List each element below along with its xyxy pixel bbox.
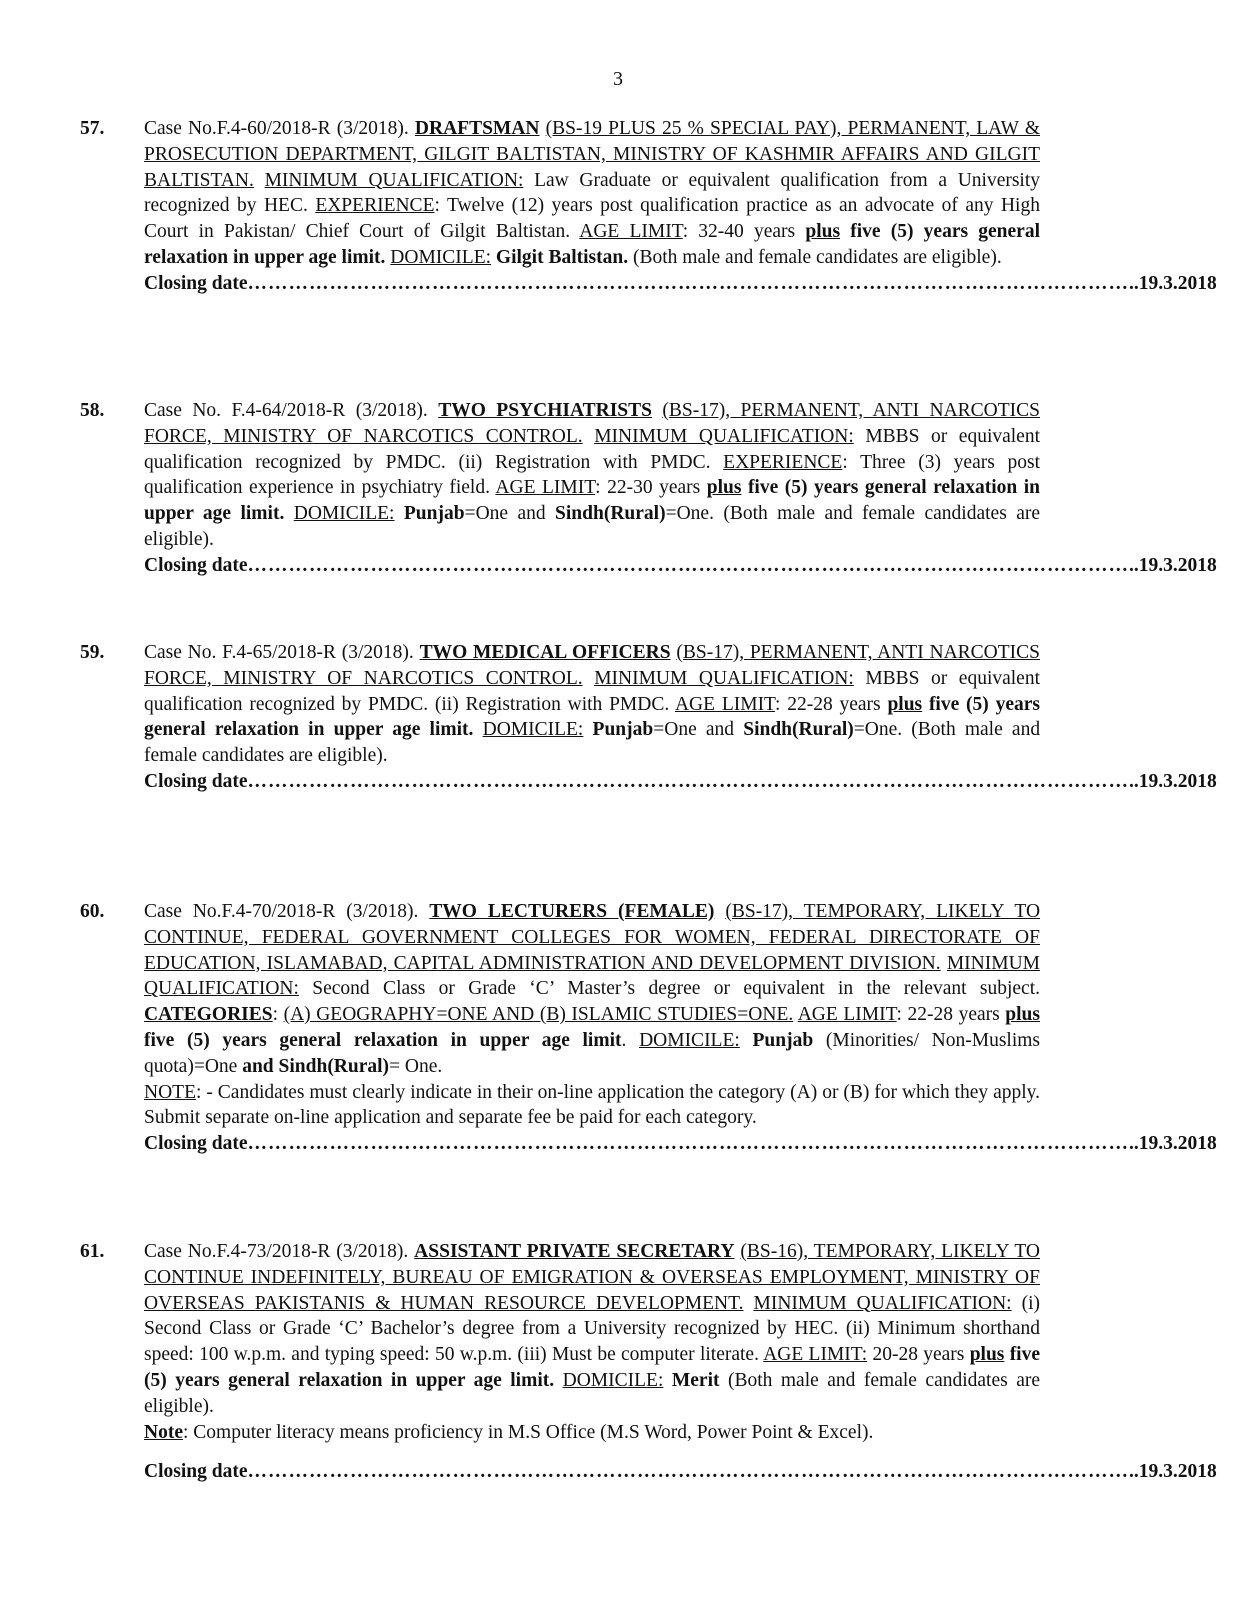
closing-leader: …………………………………………………………………………………………………………………	[247, 1133, 1129, 1155]
domicile-label: DOMICILE:	[390, 246, 492, 268]
case-number: 60.	[80, 901, 105, 922]
case-number: 61.	[80, 1241, 105, 1262]
closing-label: Closing date	[144, 554, 248, 576]
qualification-text: Law Graduate or equivalent qualification from a University recognized by HEC.	[144, 169, 1041, 217]
domicile-sindh: Sindh(Rural)	[555, 503, 666, 525]
post-title: TWO MEDICAL OFFICERS	[419, 642, 671, 663]
closing-date: ..19.3.2018	[1128, 770, 1217, 792]
closing-date-line	[144, 553, 1217, 579]
age-limit-text: : 22-28 years	[775, 693, 881, 715]
qualification-label: MINIMUM QUALIFICATION:	[264, 169, 524, 191]
case-number: 59.	[80, 642, 105, 663]
plus-word: plus	[969, 1344, 1005, 1366]
age-limit-label: AGE LIMIT:	[763, 1344, 868, 1366]
case-body	[144, 398, 1217, 579]
experience-label: EXPERIENCE	[315, 195, 435, 217]
closing-label: Closing date	[144, 1461, 248, 1483]
domicile-label: DOMICILE:	[482, 719, 584, 741]
case-60	[80, 899, 1217, 1157]
relaxation-text: five (5) years general relaxation in upper age limit.	[144, 693, 1040, 741]
qualification-text: MBBS or equivalent qualification recognized by PMDC. (ii) Registration with PMDC.	[144, 425, 1041, 473]
qualification-label: MINIMUM QUALIFICATION:	[144, 952, 1041, 1000]
domicile-label: DOMICILE:	[293, 503, 395, 525]
plus-word: plus	[805, 221, 841, 243]
domicile-punjab: Punjab	[592, 719, 654, 741]
case-no: Case No.F.4-73/2018-R (3/2018).	[144, 1241, 409, 1262]
domicile-value: Merit	[671, 1369, 720, 1391]
age-limit-text: : 22-30 years	[595, 477, 701, 499]
relaxation-text: five (5) years general relaxation in upper age limit.	[144, 221, 1041, 268]
qualification-text: Second Class or Grade ‘C’ Master’s degree or equivalent in the relevant subject.	[312, 978, 1041, 1000]
case-body	[144, 640, 1217, 795]
qualification-text: (i) Second Class or Grade ‘C’ Bachelor’s degree from a University recognized by HEC. (ii) Minimum shorthand speed: 100 w.p.m. and typing speed: 50 w.p.m. (iii) Must be computer literate.	[144, 1292, 1041, 1366]
note-text: : - Candidates must clearly indicate in their on-line application the category (A) or (B) for which they apply. Submit separate on-line application and separate fee be paid for each category.	[144, 1081, 1040, 1129]
case-body: Case No.F.4-70/2018-R (3/2018). TWO LECTURERS (FEMALE) (BS-17), TEMPORARY, LIKELY TO CONTINUE, FEDERAL GOVERNMENT COLLEGES FOR WOMEN, FEDERAL DIRECTORATE OF EDUCATION, ISLAMABAD, CAPITAL ADMINISTRATION AND DEVELOPMENT DIVISION. MINIMUM QUALIFICATION: Second Class or Grade ‘C’ Master’s degree or equivalent in the relevant subject. CATEGORIES: (A) GEOGRAPHY=ONE AND (B) ISLAMIC STUDIES=ONE. AGE LIMIT: 22-28 years plus five (5) years general relaxation in upper age limit. DOMICILE: Punjab (Minorities/ Non-Muslims quota)=One and Sindh(Rural)= One. NOTE: - Candidates must clearly indicate in their on-line application the category (A) or (B) for which they apply. Submit separate on-line application and separate fee be paid for each category. Closing date ………………………………………………………………………………………………………………… ..19.3.2018	[144, 899, 1040, 1157]
qualification-label: MINIMUM QUALIFICATION:	[594, 667, 854, 689]
closing-date: ..19.3.2018	[1128, 1133, 1217, 1155]
age-limit-label: AGE LIMIT	[674, 693, 775, 715]
plus-word: plus	[706, 477, 742, 499]
closing-label: Closing date	[144, 1133, 248, 1155]
case-no: Case No. F.4-64/2018-R (3/2018).	[144, 400, 428, 421]
post-title: DRAFTSMAN	[414, 118, 540, 139]
domicile-punjab-quota: (Minorities/ Non-Muslims quota)=One	[144, 1029, 1041, 1077]
eligibility-text: (Both male and female candidates are eligible).	[144, 1369, 1040, 1417]
closing-date: ..19.3.2018	[1128, 554, 1217, 576]
case-58	[80, 398, 1217, 579]
closing-date-line	[144, 1131, 1217, 1157]
age-limit-label: AGE LIMIT	[797, 1004, 897, 1026]
case-number: 58.	[80, 400, 105, 421]
case-57	[80, 116, 1217, 297]
closing-leader: …………………………………………………………………………………………………………………	[247, 770, 1129, 792]
domicile-punjab: Punjab	[403, 503, 465, 525]
age-limit-label: AGE LIMIT	[495, 477, 596, 499]
case-number: 57.	[80, 118, 105, 139]
qualification-label: MINIMUM QUALIFICATION:	[594, 425, 854, 447]
domicile-label: DOMICILE:	[639, 1029, 740, 1051]
domicile-sindh-count: =One. (Both male and female candidates are eligible).	[144, 719, 1041, 767]
domicile-punjab-count: =One and	[653, 719, 735, 741]
case-no: Case No.F.4-60/2018-R (3/2018).	[144, 118, 409, 139]
case-61	[80, 1239, 1217, 1485]
eligibility-text: (Both male and female candidates are eligible).	[632, 246, 1002, 268]
relaxation-text: five (5) years general relaxation in upper age limit	[144, 1029, 622, 1051]
domicile-sindh: Sindh(Rural)	[278, 1055, 390, 1077]
closing-date: ..19.3.2018	[1128, 1461, 1217, 1483]
experience-text: : Twelve (12) years post qualification practice as an advocate of any High Court in Pakistan/ Chief Court of Gilgit Baltistan.	[144, 195, 1040, 243]
qualification-text: MBBS or equivalent qualification recognized by PMDC. (ii) Registration with PMDC.	[144, 667, 1041, 715]
closing-label: Closing date	[144, 770, 248, 792]
age-limit-label: AGE LIMIT	[579, 221, 683, 243]
qualification-label: MINIMUM QUALIFICATION:	[753, 1292, 1012, 1314]
case-body	[144, 1239, 1217, 1485]
closing-leader: …………………………………………………………………………………………………………………	[247, 272, 1129, 294]
closing-date: ..19.3.2018	[1128, 272, 1217, 294]
post-details: (BS-17), TEMPORARY, LIKELY TO CONTINUE, FEDERAL GOVERNMENT COLLEGES FOR WOMEN, FEDERAL DIRECTORATE OF EDUCATION, ISLAMABAD, CAPITAL ADMINISTRATION AND DEVELOPMENT DIVISION.	[144, 901, 1041, 974]
case-no: Case No.F.4-70/2018-R (3/2018).	[144, 901, 419, 922]
closing-date-line	[144, 1459, 1217, 1485]
domicile-label: DOMICILE:	[562, 1369, 664, 1391]
closing-date-line	[144, 769, 1217, 795]
domicile-sindh-count: = One.	[389, 1055, 443, 1077]
case-body	[144, 116, 1217, 297]
note-text: : Computer literacy means proficiency in M.S Office (M.S Word, Power Point & Excel).	[182, 1421, 874, 1443]
domicile-value: Gilgit Baltistan.	[495, 246, 629, 268]
spacer	[144, 1445, 1040, 1459]
note-label: Note	[144, 1421, 183, 1443]
relaxation-text: five (5) years general relaxation in upper age limit.	[144, 477, 1040, 525]
post-title: TWO LECTURERS (FEMALE)	[429, 901, 715, 922]
page-number: 3	[613, 68, 623, 90]
closing-date-line	[144, 271, 1217, 297]
age-limit-text: : 32-40 years	[682, 221, 796, 243]
domicile-punjab-count: =One and	[464, 503, 546, 525]
categories-text: (A) GEOGRAPHY=ONE AND (B) ISLAMIC STUDIES=ONE.	[283, 1004, 794, 1026]
closing-leader: …………………………………………………………………………………………………………………	[247, 1461, 1129, 1483]
experience-text: : Three (3) years post qualification experience in psychiatry field.	[144, 451, 1040, 499]
experience-label: EXPERIENCE	[723, 451, 843, 473]
note-label: NOTE	[144, 1081, 196, 1103]
plus-word: plus	[887, 693, 923, 715]
age-limit-text: 20-28 years	[872, 1344, 965, 1366]
domicile-and: and	[242, 1055, 274, 1077]
domicile-sindh-count: =One. (Both male and female candidates are eligible).	[144, 503, 1040, 550]
plus-word: plus	[1005, 1004, 1040, 1026]
post-details: (BS-17), PERMANENT, ANTI NARCOTICS FORCE, MINISTRY OF NARCOTICS CONTROL.	[144, 400, 1041, 447]
post-title: TWO PSYCHIATRISTS	[438, 400, 652, 421]
post-details: (BS-16), TEMPORARY, LIKELY TO CONTINUE INDEFINITELY, BUREAU OF EMIGRATION & OVERSEAS EMPLOYMENT, MINISTRY OF OVERSEAS PAKISTANIS & HUMAN RESOURCE DEVELOPMENT.	[144, 1241, 1041, 1314]
case-no: Case No. F.4-65/2018-R (3/2018).	[144, 642, 414, 663]
closing-leader: …………………………………………………………………………………………………………………	[247, 554, 1129, 576]
post-details: (BS-19 PLUS 25 % SPECIAL PAY), PERMANENT, LAW & PROSECUTION DEPARTMENT, GILGIT BALTISTAN, MINISTRY OF KASHMIR AFFAIRS AND GILGIT BALTISTAN.	[144, 118, 1041, 191]
closing-label: Closing date	[144, 272, 248, 294]
relaxation-text: five (5) years general relaxation in upper age limit.	[144, 1344, 1041, 1391]
post-title: ASSISTANT PRIVATE SECRETARY	[414, 1241, 735, 1262]
categories-label: CATEGORIES	[144, 1004, 273, 1026]
post-details: (BS-17), PERMANENT, ANTI NARCOTICS FORCE, MINISTRY OF NARCOTICS CONTROL.	[144, 642, 1040, 689]
case-59	[80, 640, 1217, 795]
domicile-punjab: Punjab	[752, 1029, 814, 1051]
age-limit-text: : 22-28 years	[896, 1004, 1000, 1026]
domicile-sindh: Sindh(Rural)	[743, 719, 854, 741]
